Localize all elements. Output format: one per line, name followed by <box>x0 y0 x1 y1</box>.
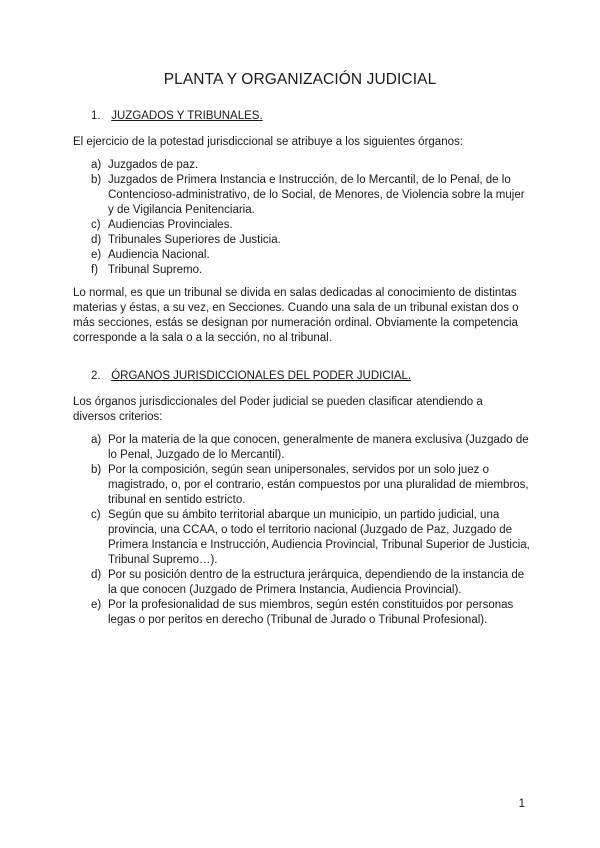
list-item <box>91 233 531 248</box>
list-item <box>91 158 531 173</box>
section-2-intro: Los órganos jurisdiccionales del Poder judicial se pueden clasificar atendiendo a diversos criterios: <box>73 396 483 423</box>
list-text: Por la composición, según sean unipersonales, servidos por un solo juez o magistrado, o, por el contrario, están compuestos por una pluralidad de miembros, tribunal en sentido estricto. <box>108 464 529 506</box>
section-1-list <box>91 158 531 278</box>
list-text: Juzgados de paz. <box>108 159 199 171</box>
list-item <box>91 263 531 278</box>
list-item <box>91 173 531 218</box>
list-text: Juzgados de Primera Instancia e Instrucción, de lo Mercantil, de lo Penal, de lo Contencioso-administrativo, de lo Social, de Menores, de Violencia sobre la mujer y de Vigilancia Penitenciaria. <box>108 174 525 216</box>
list-marker: c) <box>91 219 101 231</box>
list-marker: d) <box>91 569 102 581</box>
list-text: Audiencia Nacional. <box>108 249 210 261</box>
list-text: Tribunales Superiores de Justicia. <box>108 234 281 246</box>
list-item <box>91 508 531 568</box>
page-number: 1 <box>518 798 525 810</box>
section-heading-2 <box>91 370 411 382</box>
section-2-list <box>91 433 531 628</box>
list-marker: c) <box>91 509 101 521</box>
list-marker: a) <box>91 159 102 171</box>
section-1-intro: El ejercicio de la potestad jurisdiccional se atribuye a los siguientes órganos: <box>73 136 463 148</box>
list-marker: b) <box>91 174 102 186</box>
list-item <box>91 248 531 263</box>
section-title: JUZGADOS Y TRIBUNALES. <box>111 110 263 122</box>
list-text: Audiencias Provinciales. <box>108 219 233 231</box>
section-number: 2. <box>91 370 101 382</box>
section-title: ÓRGANOS JURISDICCIONALES DEL PODER JUDICIAL. <box>111 370 412 382</box>
list-marker: b) <box>91 464 102 476</box>
list-marker: d) <box>91 234 102 246</box>
list-marker: e) <box>91 249 102 261</box>
list-text: Por la profesionalidad de sus miembros, según estén constituidos por personas legas o por peritos en derecho (Tribunal de Jurado o Tribunal Profesional). <box>108 599 514 626</box>
list-item <box>91 433 531 463</box>
section-1-closing: Lo normal, es que un tribunal se divida en salas dedicadas al conocimiento de distintas materias y éstas, a su vez, en Secciones. Cuando una sala de un tribunal existan dos o más secciones, estás se designan por numeración ordinal. Obviamente la competencia corresponde a la sala o a la sección, no al tribunal. <box>73 287 519 344</box>
list-item <box>91 218 531 233</box>
page-title: PLANTA Y ORGANIZACIÓN JUDICIAL <box>163 71 437 88</box>
list-text: Por la materia de la que conocen, generalmente de manera exclusiva (Juzgado de lo Penal, Juzgado de lo Mercantil). <box>108 434 529 461</box>
list-marker: f) <box>91 264 99 276</box>
section-heading-1 <box>91 110 263 122</box>
list-item <box>91 598 531 628</box>
list-marker: e) <box>91 599 102 611</box>
list-text: Por su posición dentro de la estructura jerárquica, dependiendo de la instancia de la que conocen (Juzgado de Primera Instancia, Audiencia Provincial). <box>108 569 525 596</box>
list-text: Tribunal Supremo. <box>108 264 203 276</box>
section-number: 1. <box>91 110 101 122</box>
list-marker: a) <box>91 434 102 446</box>
list-item <box>91 568 531 598</box>
list-text: Según que su ámbito territorial abarque un municipio, un partido judicial, una provincia, una CCAA, o todo el territorio nacional (Juzgado de Paz, Juzgado de Primera Instancia e Instrucción, Audiencia Provincial, Tribunal Superior de Justicia, Tribunal Supremo…). <box>108 509 530 566</box>
list-item <box>91 463 531 508</box>
